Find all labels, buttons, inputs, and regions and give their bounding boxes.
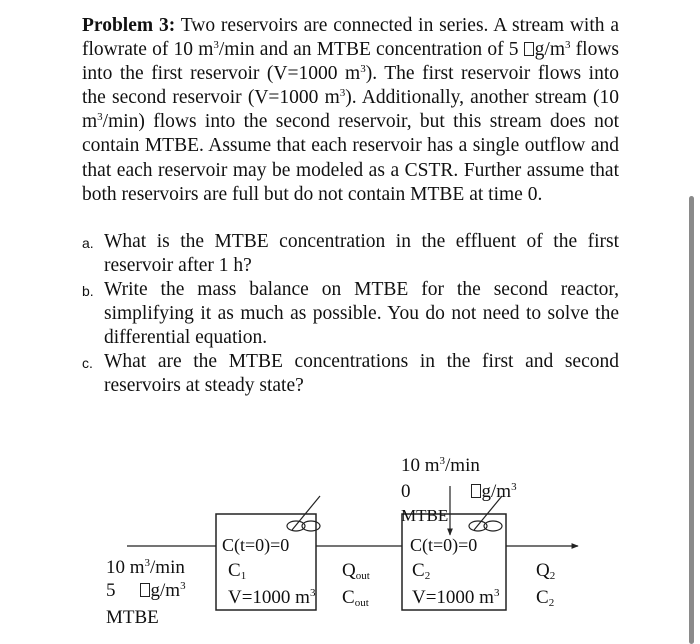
question-b: b. Write the mass balance on MTBE for the second reactor, simplifying it as much as possible. You do not need to solve the differential equation.: [82, 278, 619, 349]
problem-statement: Problem 3: Two reservoirs are connected in series. A stream with a flowrate of 10 $m^3/\min$ and an MTBE concentration of 5 $g/m^3$ flows into the first reservoir (V=1000 $m^3$). The first reservoir flows into the second reservoir (V=1000 $m^3$). Additionally, another stream (10 $m^3/\min$) flows into the second reservoir, but this stream does not contain MTBE. Assume that each reservoir has a single outflow and that each reservoir may be modeled as a CSTR. Further assume that both reservoirs are full but do not contain MTBE at time 0.: [82, 15, 620, 205]
reservoir-1-conc-label: $C_1$: [228, 560, 247, 582]
problem-title: Problem 3:: [82, 15, 176, 36]
inlet-species-label: MTBE: [106, 607, 159, 628]
inlet-flow-label: 10 $m^3/\min$: [106, 557, 185, 578]
reservoir-2-volume-label: V=1000 $m^3$: [412, 587, 500, 608]
side-stream-flow-label: 10 $m^3/\min$: [401, 455, 480, 476]
reservoir-2-conc-label: $C_2$: [412, 560, 431, 582]
missing-glyph-icon: [471, 484, 481, 498]
side-stream-conc-label: 0 $g/m^3$: [401, 481, 517, 502]
question-c: c. What are the MTBE concentrations in the first and second reservoirs at steady state?: [82, 351, 619, 397]
reservoir-1-init-label: C(t=0)=0: [222, 535, 290, 555]
between-flow-label: $Q_{out}$: [342, 560, 370, 582]
question-a: a. What is the MTBE concentration in the effluent of the first reservoir after 1 h?: [82, 230, 619, 276]
outlet-flow-label: $Q_2$: [536, 560, 556, 582]
reservoir-2-init-label: C(t=0)=0: [410, 535, 478, 555]
side-stream-species-label: MTBE: [401, 506, 449, 525]
reservoir-1-volume-label: V=1000 $m^3$: [228, 587, 316, 608]
outlet-conc-label: $C_2$: [536, 587, 555, 609]
missing-glyph-icon: [140, 583, 150, 597]
between-conc-label: $C_{out}$: [342, 587, 369, 609]
inlet-conc-label: 5 $g/m^3$: [106, 580, 186, 601]
